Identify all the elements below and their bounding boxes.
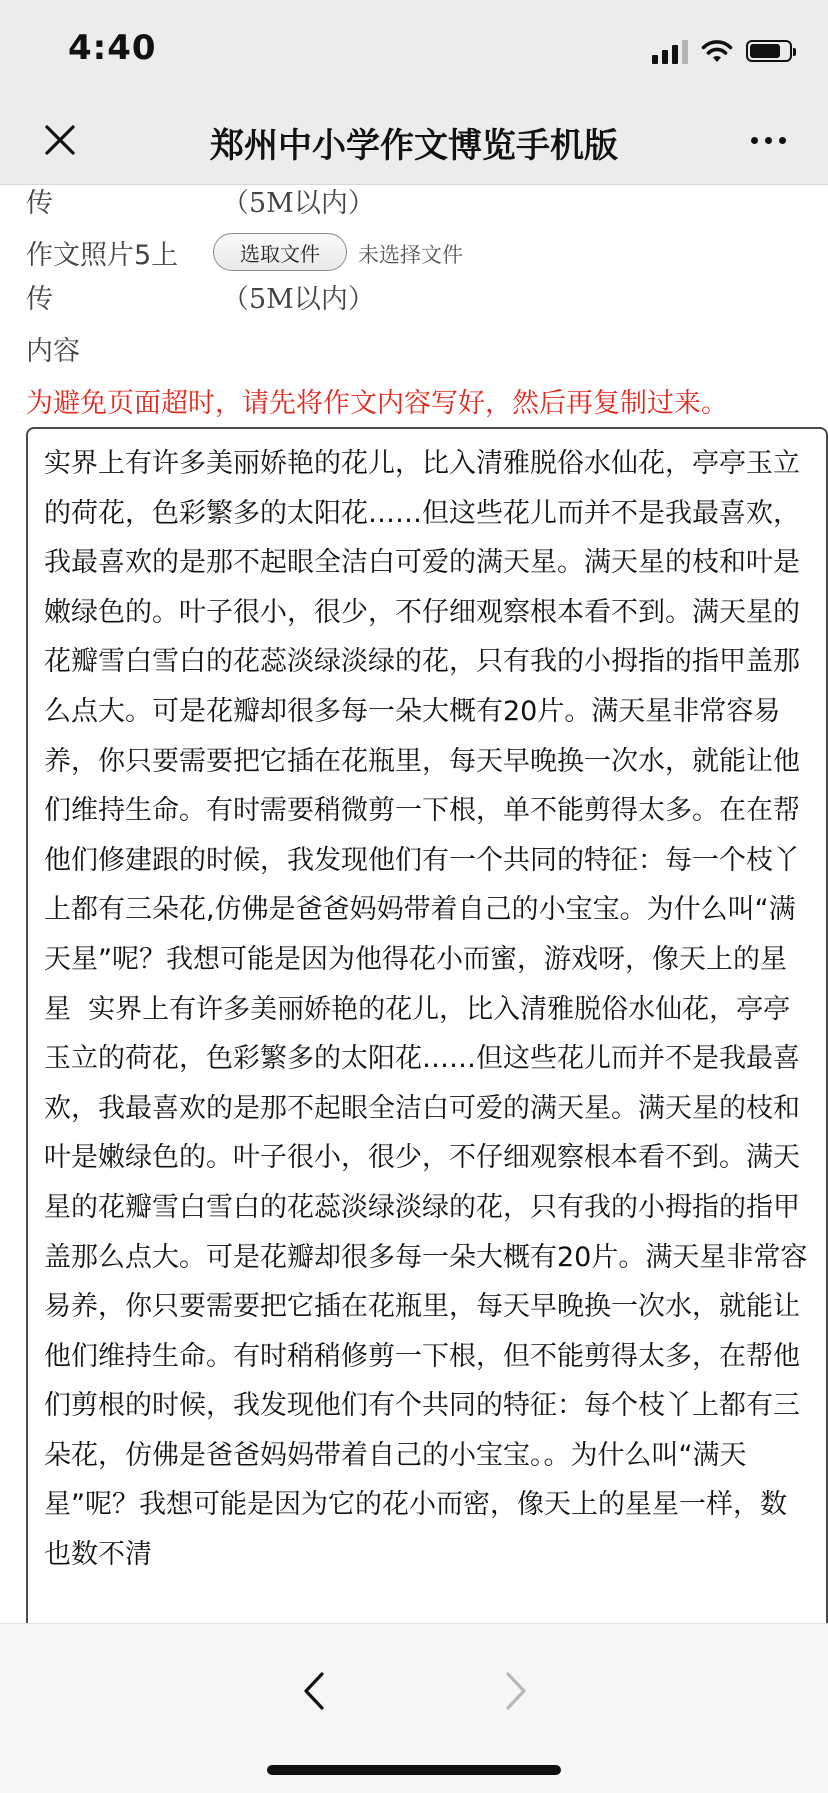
- bottom-toolbar: [0, 1623, 828, 1793]
- chevron-left-icon: [302, 1671, 326, 1711]
- page-title: 郑州中小学作文博览手机版: [210, 126, 618, 166]
- photo5-label-cont: 传: [26, 284, 53, 315]
- prev-upload-label: 传: [26, 188, 53, 219]
- battery-level: [750, 44, 780, 58]
- essay-textarea[interactable]: [26, 427, 828, 1623]
- more-button[interactable]: [738, 116, 798, 164]
- photo5-label: 作文照片5上: [26, 240, 179, 271]
- chevron-right-icon: [504, 1671, 528, 1711]
- content-label: 内容: [26, 336, 80, 367]
- essay-text: 实界上有许多美丽娇艳的花儿，比入清雅脱俗水仙花，亭亭玉立的荷花，色彩繁多的太阳花……但这些花儿而并不是我最喜欢，我最喜欢的是那不起眼全洁白可爱的满天星。满天星的枝和叶是嫩绿色的。叶子很小，很少，不仔细观察根本看不到。满天星的花瓣雪白雪白的花蕊淡绿淡绿的花，只有我的小拇指的指甲盖那么点大。可是花瓣却很多每一朵大概有20片。满天星非常容易养，你只要需要把它插在花瓶里，每天早晚换一次水，就能让他们维持生命。有时需要稍微剪一下根，单不能剪得太多。在在帮他们修建跟的时候，我发现他们有一个共同的特征：每一个枝丫上都有三朵花,仿佛是爸爸妈妈带着自己的小宝宝。为什么叫“满天星”呢？我想可能是因为他得花小而蜜，游戏呀，像天上的星星 实界上有许多美丽娇艳的花儿，比入清雅脱俗水仙花，亭亭玉立的荷花，色彩繁多的太阳花……但这些花儿而并不是我最喜欢，我最喜欢的是那不起眼全洁白可爱的满天星。满天星的枝和叶是嫩绿色的。叶子很小，很少，不仔细观察根本看不到。满天星的花瓣雪白雪白的花蕊淡绿淡绿的花，只有我的小拇指的指甲盖那么点大。可是花瓣却很多每一朵大概有20片。满天星非常容易养，你只要需要把它插在花瓶里，每天早晚换一次水，就能让他们维持生命。有时稍稍修剪一下根，但不能剪得太多，在帮他们剪根的时候，我发现他们有个共同的特征：每个枝丫上都有三朵花，仿佛是爸爸妈妈带着自己的小宝宝。。为什么叫“满天星”呢？我想可能是因为它的花小而密，像天上的星星一样，数也数不清: [44, 448, 808, 1571]
- photo5-size-hint: （5M以内）: [222, 284, 375, 315]
- warning-text: 为避免页面超时，请先将作文内容写好，然后再复制过来。: [26, 388, 728, 419]
- more-icon-dot: [779, 137, 786, 144]
- status-icons: [652, 36, 792, 64]
- home-indicator: [267, 1765, 561, 1775]
- battery-icon: [746, 40, 792, 62]
- more-icon-dot: [765, 137, 772, 144]
- choose-file-button[interactable]: 选取文件: [213, 233, 347, 271]
- more-icon-dot: [751, 137, 758, 144]
- status-time: 4:40: [68, 28, 157, 68]
- file-status: 未选择文件: [358, 243, 463, 267]
- back-button[interactable]: [294, 1666, 334, 1716]
- close-button[interactable]: [36, 116, 84, 164]
- status-bar: [0, 0, 828, 96]
- nav-bar: [0, 96, 828, 185]
- wifi-icon: [700, 38, 734, 64]
- close-icon: [44, 124, 76, 156]
- form-content: [0, 185, 828, 1623]
- prev-upload-size-hint: （5M以内）: [222, 188, 375, 219]
- signal-icon: [652, 40, 688, 64]
- forward-button[interactable]: [496, 1666, 536, 1716]
